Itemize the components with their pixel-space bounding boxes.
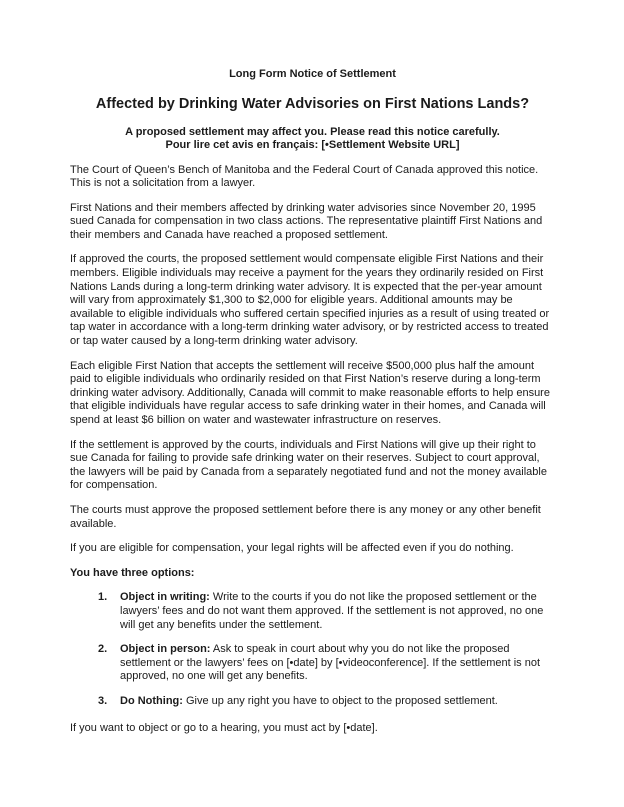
options-heading: You have three options: <box>70 566 195 579</box>
paragraph-compensation-details: If approved the courts, the proposed settlement would compensate eligible First Nations and their members. Eligible individuals may receive a payment for the years they ordinarily resided on First Nations Lands during a long-term drinking water advisory. It is expected that the per-year amount will vary from approximately $1,300 to $2,000 for eligible years. Additional amounts may be available to eligible individuals who suffered certain specified injuries as a result of using treated or tap water in accordance with a long-term drinking water advisory, or by restricted access to treated or tap water caused by a long-term drinking water advisory. <box>70 253 550 348</box>
option-object-in-writing <box>70 591 555 632</box>
notice-title: Affected by Drinking Water Advisories on First Nations Lands? <box>95 95 530 112</box>
option-lead: Object in writing: <box>120 591 210 604</box>
option-text: Give up any right you have to object to the proposed settlement. <box>182 694 498 707</box>
paragraph-court-approval: The Court of Queen’s Bench of Manitoba and the Federal Court of Canada approved this notice. This is not a solicitation from a lawyer. <box>70 163 539 190</box>
notice-subtitle <box>70 126 555 153</box>
option-lead: Do Nothing: <box>120 694 183 707</box>
options-list <box>70 591 555 708</box>
option-number: 2. <box>98 643 108 656</box>
paragraph-give-up-rights: If the settlement is approved by the courts, individuals and First Nations will give up their right to sue Canada for failing to provide safe drinking water on their reserves. Subject to court approval, the lawyers will be paid by Canada from a separately negotiated fund and not the money available for compensation. <box>70 438 547 492</box>
option-text: Ask to speak in court about why you do not like the proposed settlement or the lawyers’ fees on [•date] by [•videoconference]. If the settlement is not approved, no one will get any benefits. <box>120 643 541 683</box>
notice-subtitle-line2: Pour lire cet avis en français: [•Settlement Website URL] <box>165 139 460 151</box>
option-lead: Object in person: <box>120 643 211 656</box>
notice-subtitle-line1: A proposed settlement may affect you. Please read this notice carefully. <box>125 125 500 138</box>
option-number: 1. <box>98 591 108 604</box>
notice-kicker: Long Form Notice of Settlement <box>229 68 396 80</box>
paragraph-first-nation-payment: Each eligible First Nation that accepts the settlement will receive $500,000 plus half the amount paid to eligible individuals who ordinarily resided on that First Nation’s reserve during a long-term drinking water advisory. Additionally, Canada will commit to make reasonable efforts to help ensure that eligible individuals have regular access to safe drinking water in their homes, and Canada will spend at least $6 billion on water and wastewater infrastructure on reserves. <box>70 359 550 426</box>
closing-paragraph: If you want to object or go to a hearing, you must act by [•date]. <box>70 721 378 734</box>
option-number: 3. <box>98 694 108 707</box>
option-object-in-person <box>70 643 555 684</box>
option-text: Write to the courts if you do not like the proposed settlement or the lawyers’ fees and do not want them approved. If the settlement is not approved, no one will get any benefits under the settlement. <box>120 591 544 631</box>
paragraph-legal-rights-affected: If you are eligible for compensation, your legal rights will be affected even if you do nothing. <box>70 542 514 555</box>
paragraph-courts-must-approve: The courts must approve the proposed settlement before there is any money or any other benefit available. <box>70 503 541 530</box>
paragraph-class-actions: First Nations and their members affected by drinking water advisories since November 20, 1995 sued Canada for compensation in two class actions. The representative plaintiff First Nations and their members and Canada have reached a proposed settlement. <box>70 201 543 241</box>
option-do-nothing <box>70 695 555 709</box>
